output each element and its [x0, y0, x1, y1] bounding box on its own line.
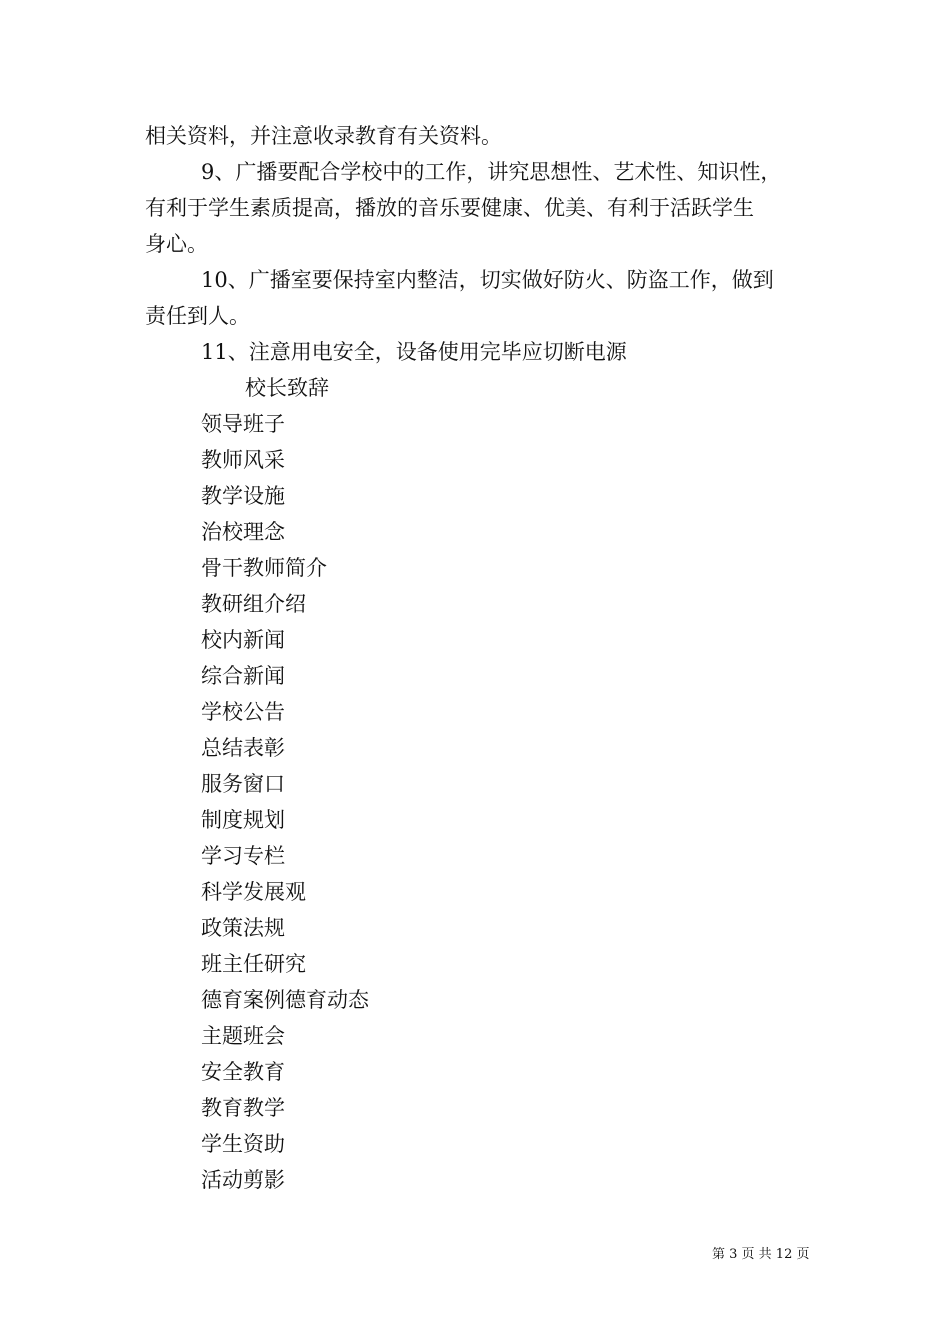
page-number-footer: 第 3 页 共 12 页 — [712, 1247, 810, 1262]
menu-item: 制度规划 — [201, 808, 285, 832]
menu-item: 学校公告 — [201, 700, 285, 724]
menu-item: 领导班子 — [201, 412, 285, 436]
paragraph-10-line-2: 责任到人。 — [145, 304, 250, 328]
menu-item: 教师风采 — [201, 448, 285, 472]
menu-item: 科学发展观 — [201, 880, 306, 904]
menu-item: 活动剪影 — [201, 1168, 285, 1192]
menu-item: 安全教育 — [201, 1060, 285, 1084]
menu-item: 骨干教师简介 — [201, 556, 327, 580]
menu-item: 学习专栏 — [201, 844, 285, 868]
menu-item: 教研组介绍 — [201, 592, 306, 616]
menu-item: 服务窗口 — [201, 772, 285, 796]
menu-heading: 校长致辞 — [245, 376, 329, 400]
paragraph-10-line-1: 10、广播室要保持室内整洁，切实做好防火、防盗工作，做到 — [201, 268, 774, 292]
menu-item: 主题班会 — [201, 1024, 285, 1048]
paragraph-9-line-2: 有利于学生素质提高，播放的音乐要健康、优美、有利于活跃学生 — [145, 196, 754, 220]
menu-item: 综合新闻 — [201, 664, 285, 688]
menu-item: 政策法规 — [201, 916, 285, 940]
menu-item: 德育案例德育动态 — [201, 988, 369, 1012]
paragraph-11-line-1: 11、注意用电安全，设备使用完毕应切断电源 — [201, 340, 627, 364]
menu-item: 总结表彰 — [201, 736, 285, 760]
menu-item: 学生资助 — [201, 1132, 285, 1156]
menu-item: 教育教学 — [201, 1096, 285, 1120]
menu-item: 教学设施 — [201, 484, 285, 508]
paragraph-9-line-1: 9、广播要配合学校中的工作，讲究思想性、艺术性、知识性， — [201, 160, 782, 184]
paragraph-line: 相关资料，并注意收录教育有关资料。 — [145, 124, 502, 148]
menu-item: 班主任研究 — [201, 952, 306, 976]
menu-item: 校内新闻 — [201, 628, 285, 652]
menu-item: 治校理念 — [201, 520, 285, 544]
paragraph-9-line-3: 身心。 — [145, 232, 208, 256]
